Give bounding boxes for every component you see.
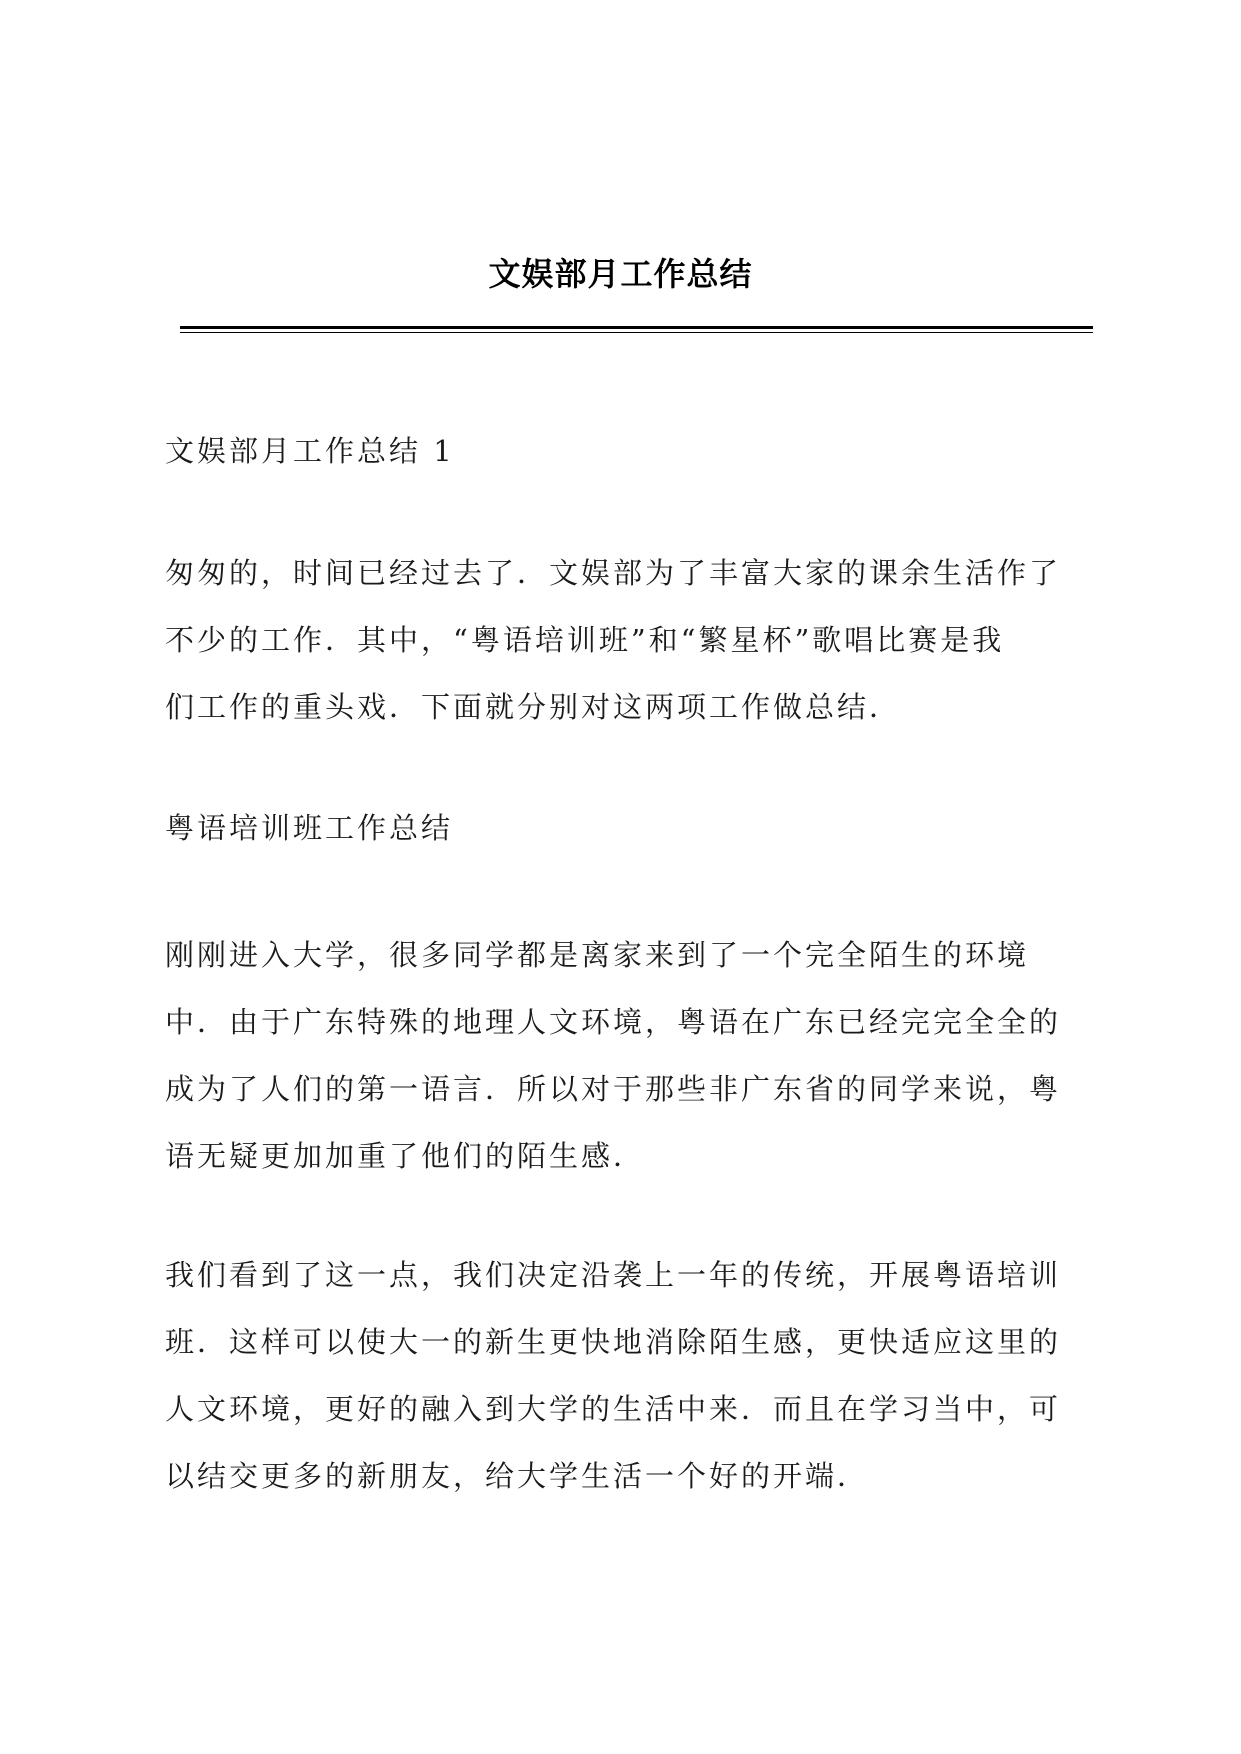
section-heading-1-text: 文娱部月工作总结 1 — [165, 434, 455, 468]
paragraph-line: 们工作的重头戏．下面就分别对这两项工作做总结． — [165, 690, 902, 724]
paragraph-line: 人文环境，更好的融入到大学的生活中来．而且在学习当中，可 — [165, 1392, 1062, 1426]
title-rule-thick — [180, 326, 1093, 329]
section-heading-2 — [165, 795, 1095, 862]
paragraph-line: 以结交更多的新朋友，给大学生活一个好的开端． — [165, 1459, 870, 1493]
title-rule-thin — [180, 332, 1093, 333]
section-heading-1 — [165, 418, 1095, 485]
paragraph-line: 匆匆的，时间已经过去了．文娱部为了丰富大家的课余生活作了 — [165, 556, 1062, 590]
paragraph-line: 成为了人们的第一语言．所以对于那些非广东省的同学来说，粤 — [165, 1072, 1062, 1106]
paragraph-intro — [165, 540, 1095, 741]
paragraph-line: 我们看到了这一点，我们决定沿袭上一年的传统，开展粤语培训 — [165, 1258, 1062, 1292]
paragraph-line: 刚刚进入大学，很多同学都是离家来到了一个完全陌生的环境 — [165, 938, 1030, 972]
section-heading-2-text: 粤语培训班工作总结 — [165, 811, 454, 845]
paragraph-background — [165, 922, 1095, 1190]
document-title: 文娱部月工作总结 — [488, 255, 753, 293]
paragraph-decision — [165, 1242, 1095, 1510]
paragraph-line: 语无疑更加加重了他们的陌生感． — [165, 1139, 646, 1173]
paragraph-line: 班．这样可以使大一的新生更快地消除陌生感，更快适应这里的 — [165, 1325, 1062, 1359]
paragraph-line: 中．由于广东特殊的地理人文环境，粤语在广东已经完完全全的 — [165, 1005, 1062, 1039]
paragraph-line: 不少的工作．其中，“粤语培训班”和“繁星杯”歌唱比赛是我 — [165, 623, 1005, 657]
